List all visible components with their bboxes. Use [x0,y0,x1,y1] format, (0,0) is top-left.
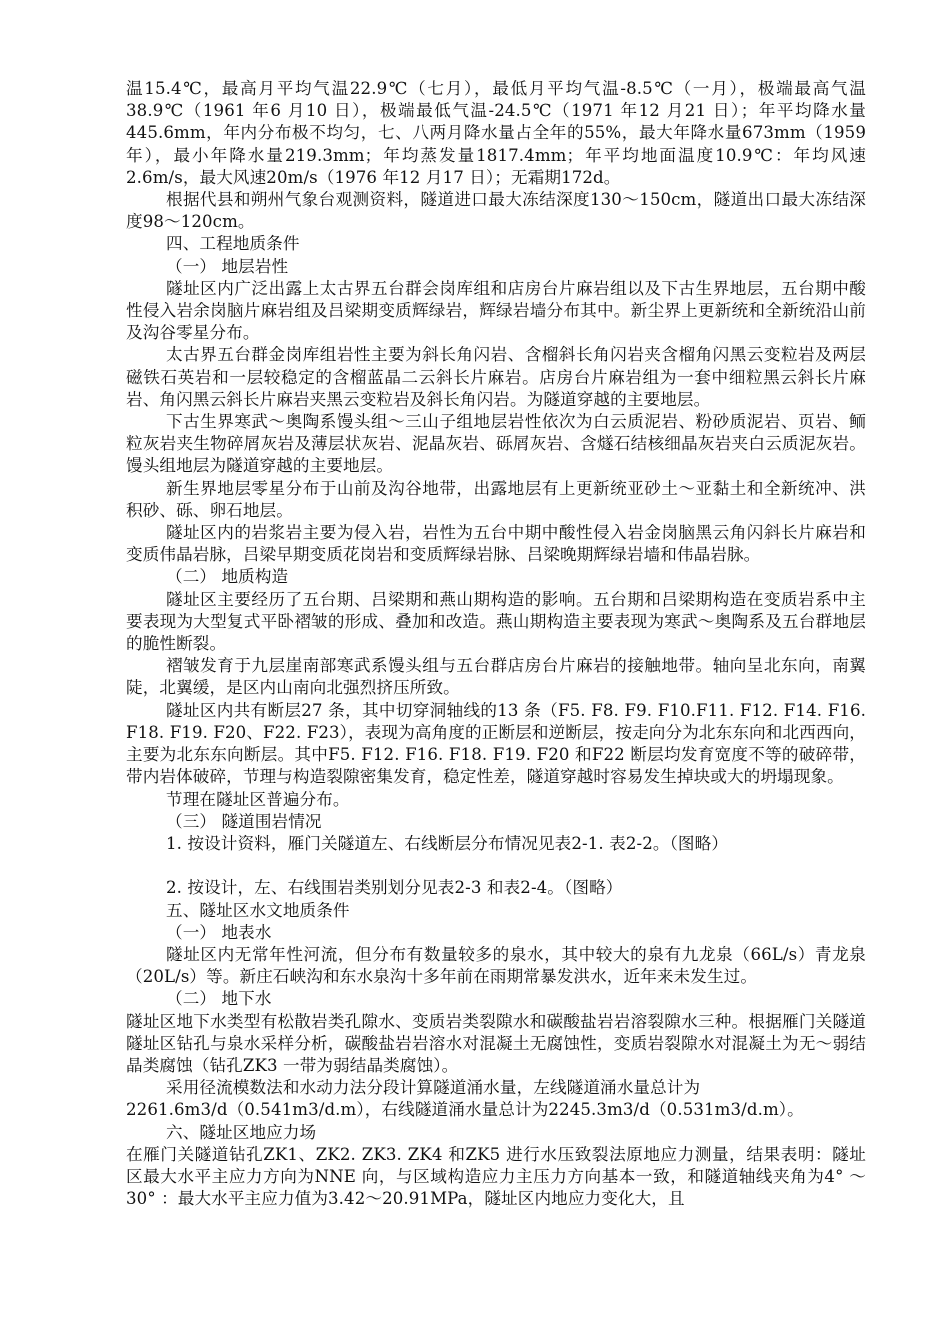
paragraph: 2261.6m3/d（0.541m3/d.m），右线隧道涌水量总计为2245.3m3/d（0.531m3/d.m）。 [126,1100,804,1120]
paragraph: 新生界地层零星分布于山前及沟谷地带，出露地层有上更新统亚砂土～亚黏土和全新统冲、洪积砂、砾、卵石地层。 [126,478,866,520]
paragraph: 褶皱发育于九层崖南部寒武系馒头组与五台群店房台片麻岩的接触地带。轴向呈北东向，南翼陡，北翼缓，是区内山南向北强烈挤压所致。 [126,656,866,698]
paragraph: 六、隧址区地应力场 [166,1122,317,1142]
paragraph: 五、隧址区水文地质条件 [166,900,350,920]
paragraph: 下古生界寒武～奥陶系馒头组～三山子组地层岩性依次为白云质泥岩、粉砂质泥岩、页岩、鲕粒灰岩夹生物碎屑灰岩及薄层状灰岩、泥晶灰岩、砾屑灰岩、含燧石结核细晶灰岩夹白云质泥灰岩。馒头组地层为隧道穿越的主要地层。 [126,412,866,476]
paragraph: 2. 按设计，左、右线围岩类别划分见表2-3 和表2-4。（图略） [166,878,623,898]
paragraph: （二） 地下水 [166,989,272,1009]
paragraph: 隧址区地下水类型有松散岩类孔隙水、变质岩类裂隙水和碳酸盐岩岩溶裂隙水三种。根据雁门关隧道隧址区钻孔与泉水采样分析，碳酸盐岩岩溶水对混凝土无腐蚀性，变质岩裂隙水对混凝土为无～弱结晶类腐蚀（钻孔ZK3 一带为弱结晶类腐蚀）。 [126,1011,866,1075]
paragraph: （三） 隧道围岩情况 [166,811,322,831]
paragraph: 1. 按设计资料，雁门关隧道左、右线断层分布情况见表2-1. 表2-2。（图略） [166,833,729,853]
paragraph: 节理在隧址区普遍分布。 [166,789,350,809]
paragraph: （二） 地质构造 [166,567,289,587]
paragraph: 隧址区内的岩浆岩主要为侵入岩，岩性为五台中期中酸性侵入岩金岗脑黑云角闪斜长片麻岩和变质伟晶岩脉，吕梁早期变质花岗岩和变质辉绿岩脉、吕梁晚期辉绿岩墙和伟晶岩脉。 [126,523,866,565]
paragraph: 隧址区内无常年性河流，但分布有数量较多的泉水，其中较大的泉有九龙泉（66L/s）青龙泉（20L/s）等。新庄石峡沟和东水泉沟十多年前在雨期常暴发洪水，近年来未发生过。 [126,944,866,987]
paragraph: （一） 地表水 [166,922,272,942]
paragraph: 根据代县和朔州气象台观测资料，隧道进口最大冻结深度130～150cm，隧道出口最大冻结深度98～120cm。 [126,190,866,232]
paragraph: 隧址区内广泛出露上太古界五台群会岗库组和店房台片麻岩组以及下古生界地层，五台期中酸性侵入岩余岗脑片麻岩组及吕梁期变质辉绿岩，辉绿岩墙分布其中。新尘界上更新统和全新统沿山前及沟谷零星分布。 [126,278,866,343]
blank-line [126,855,866,877]
paragraph: 隧址区主要经历了五台期、吕梁期和燕山期构造的影响。五台期和吕梁期构造在变质岩系中主要表现为大型复式平卧褶皱的形成、叠加和改造。燕山期构造主要表现为寒武～奥陶系及五台群地层的脆性断裂。 [126,589,866,654]
paragraph: 采用径流模数法和水动力法分段计算隧道涌水量，左线隧道涌水量总计为 [166,1078,701,1098]
paragraph: 温15.4℃，最高月平均气温22.9℃（七月），最低月平均气温-8.5℃（一月），极端最高气温38.9℃（1961 年6 月10 日），极端最低气温-24.5℃（1971 年12 月21 日）；年平均降水量445.6mm，年内分布极不均匀，七、八两月降水量占全年的55%，最大年降水量673mm（1959 年），最小年降水量219.3mm；年均蒸发量1817.4mm；年平均地面温度10.9℃：年均风速2.6m/s，最大风速20m/s（1976 年12 月17 日）；无霜期172d。 [126,79,866,187]
paragraph: 太古界五台群金岗库组岩性主要为斜长角闪岩、含榴斜长角闪岩夹含榴角闪黑云变粒岩及两层磁铁石英岩和一层较稳定的含榴蓝晶二云斜长片麻岩。店房台片麻岩组为一套中细粒黑云斜长片麻岩、角闪黑云斜长片麻岩夹黑云变粒岩及斜长角闪岩。为隧道穿越的主要地层。 [126,345,866,409]
paragraph: 在雁门关隧道钻孔ZK1、ZK2. ZK3. ZK4 和ZK5 进行水压致裂法原地应力测量，结果表明：隧址区最大水平主应力方向为NNE 向，与区域构造应力主压力方向基本一致，和隧道轴线夹角为4° ～30° ：最大水平主应力值为3.42～20.91MPa，隧址区内地应力变化大，且 [126,1144,866,1209]
paragraph: （一） 地层岩性 [166,256,289,276]
paragraph: 四、工程地质条件 [166,234,300,254]
document-body [126,78,866,1210]
paragraph: 隧址区内共有断层27 条，其中切穿洞轴线的13 条（F5. F8. F9. F10.F11. F12. F14. F16. F18. F19. F20、F22. F23），表现为高角度的正断层和逆断层，按走向分为北东东向和北西西向，主要为北东东向断层。其中F5. F12. F16. F18. F19. F20 和F22 断层均发育宽度不等的破碎带，带内岩体破碎，节理与构造裂隙密集发育，稳定性差，隧道穿越时容易发生掉块或大的坍塌现象。 [126,700,866,787]
